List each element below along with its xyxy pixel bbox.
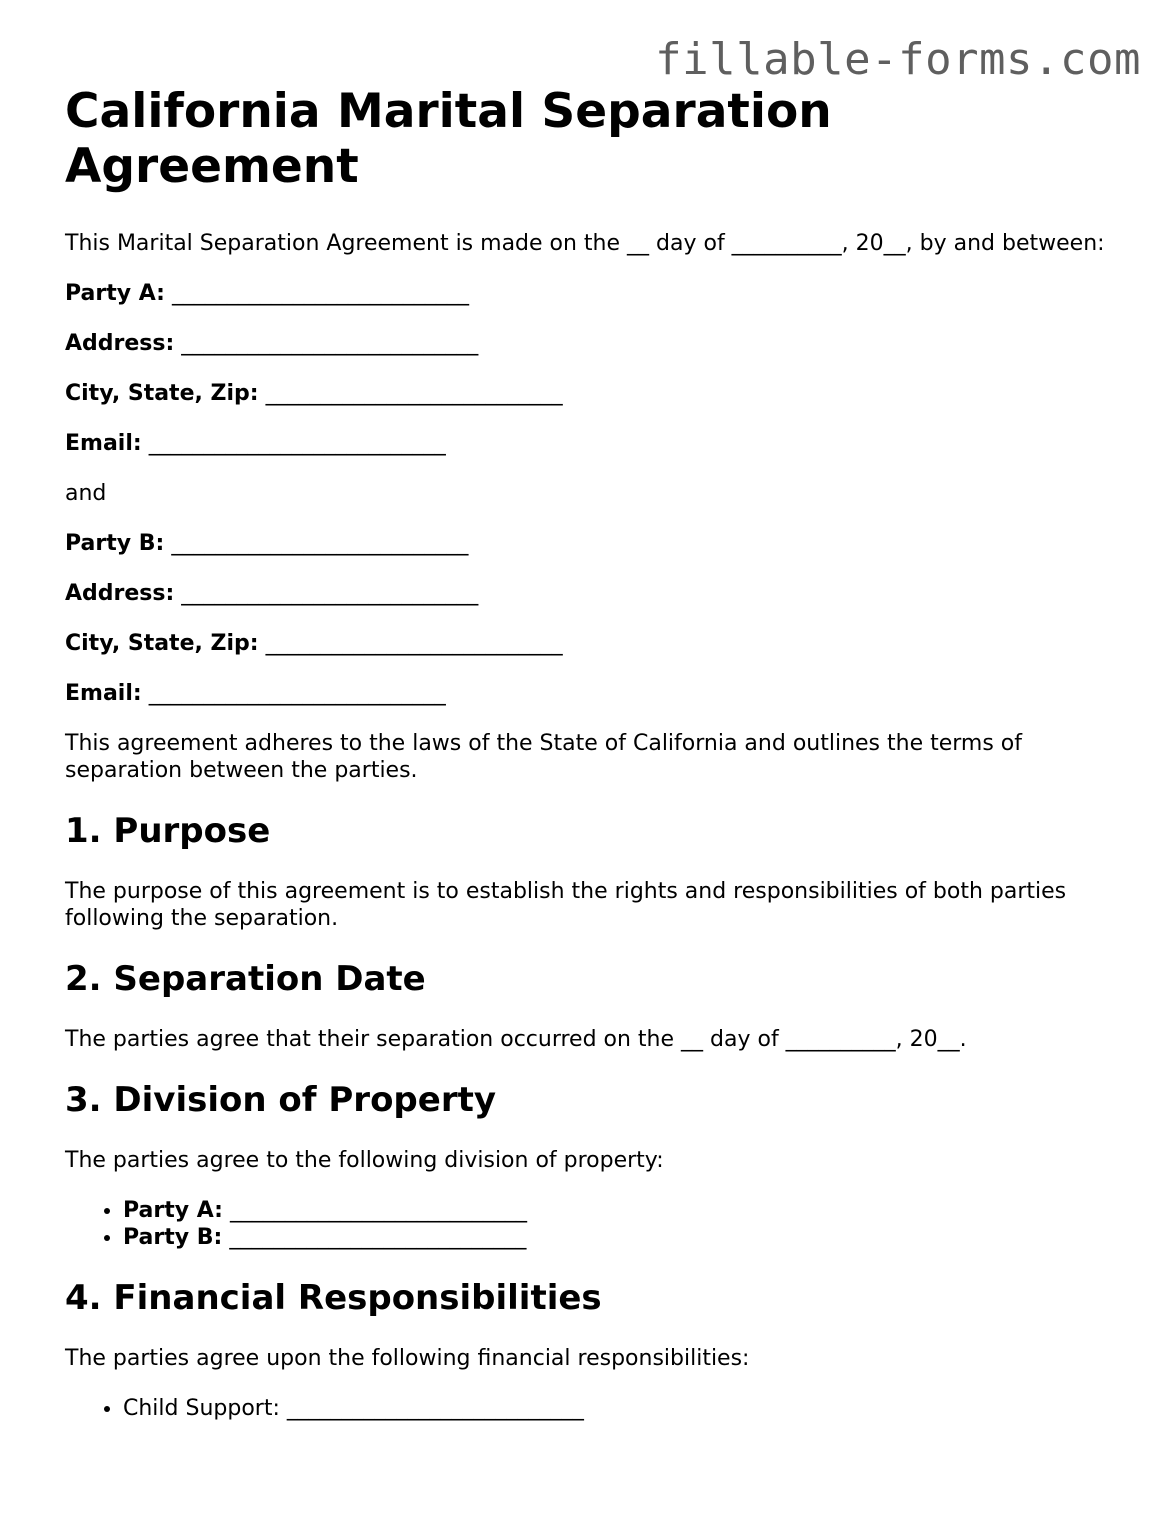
document-page bbox=[65, 84, 1125, 1422]
section-body-purpose: The purpose of this agreement is to establish the rights and responsibilities of both parties following the separation. bbox=[65, 879, 1067, 931]
laws-paragraph: This agreement adheres to the laws of the State of California and outlines the terms of separation between the parties. bbox=[65, 731, 1023, 783]
party-b-address-blank[interactable]: ___________________________ bbox=[181, 581, 479, 606]
party-a-email-field[interactable] bbox=[65, 430, 1125, 457]
party-a-address-blank[interactable]: ___________________________ bbox=[181, 331, 479, 356]
section-body-separation-date: The parties agree that their separation occurred on the __ day of __________, 20__. bbox=[65, 1027, 967, 1052]
property-item-party-b[interactable] bbox=[123, 1224, 1125, 1251]
child-support-blank[interactable]: ___________________________ bbox=[286, 1396, 584, 1421]
property-party-b-label: Party B: bbox=[123, 1225, 223, 1250]
party-a-email-blank[interactable]: ___________________________ bbox=[148, 431, 446, 456]
party-b-city-field[interactable] bbox=[65, 630, 1125, 657]
party-b-name-label: Party B: bbox=[65, 531, 165, 556]
property-item-party-a[interactable] bbox=[123, 1197, 1125, 1224]
party-a-email-label: Email: bbox=[65, 431, 142, 456]
party-a-name-blank[interactable]: ___________________________ bbox=[171, 281, 469, 306]
party-b-address-label: Address: bbox=[65, 581, 175, 606]
watermark: fillable-forms.com bbox=[655, 34, 1141, 85]
and-text: and bbox=[65, 481, 107, 506]
party-b-city-blank[interactable]: ___________________________ bbox=[265, 631, 563, 656]
party-b-name-field[interactable] bbox=[65, 530, 1125, 557]
section-heading-financial: 4. Financial Responsibilities bbox=[65, 1278, 602, 1318]
party-b-address-field[interactable] bbox=[65, 580, 1125, 607]
child-support-label: Child Support: bbox=[123, 1396, 280, 1421]
party-b-city-label: City, State, Zip: bbox=[65, 631, 259, 656]
section-body-property: The parties agree to the following division of property: bbox=[65, 1148, 664, 1173]
section-heading-property: 3. Division of Property bbox=[65, 1080, 497, 1120]
property-party-a-blank[interactable]: ___________________________ bbox=[229, 1198, 527, 1223]
party-a-city-field[interactable] bbox=[65, 380, 1125, 407]
property-party-a-label: Party A: bbox=[123, 1198, 223, 1223]
party-b-name-blank[interactable]: ___________________________ bbox=[171, 531, 469, 556]
party-a-city-label: City, State, Zip: bbox=[65, 381, 259, 406]
property-party-b-blank[interactable]: ___________________________ bbox=[229, 1225, 527, 1250]
party-b-email-field[interactable] bbox=[65, 680, 1125, 707]
party-a-address-field[interactable] bbox=[65, 330, 1125, 357]
intro-paragraph: This Marital Separation Agreement is made on the __ day of __________, 20__, by and between: bbox=[65, 231, 1105, 256]
party-a-city-blank[interactable]: ___________________________ bbox=[265, 381, 563, 406]
financial-list bbox=[65, 1395, 1125, 1422]
party-a-name-field[interactable] bbox=[65, 280, 1125, 307]
party-b-email-label: Email: bbox=[65, 681, 142, 706]
section-heading-purpose: 1. Purpose bbox=[65, 811, 271, 851]
document-title: California Marital Separation Agreement bbox=[65, 84, 832, 194]
party-a-address-label: Address: bbox=[65, 331, 175, 356]
party-b-email-blank[interactable]: ___________________________ bbox=[148, 681, 446, 706]
section-body-financial: The parties agree upon the following financial responsibilities: bbox=[65, 1346, 750, 1371]
party-a-name-label: Party A: bbox=[65, 281, 165, 306]
financial-item-child-support[interactable] bbox=[123, 1395, 1125, 1422]
section-heading-separation-date: 2. Separation Date bbox=[65, 959, 426, 999]
property-list bbox=[65, 1197, 1125, 1251]
